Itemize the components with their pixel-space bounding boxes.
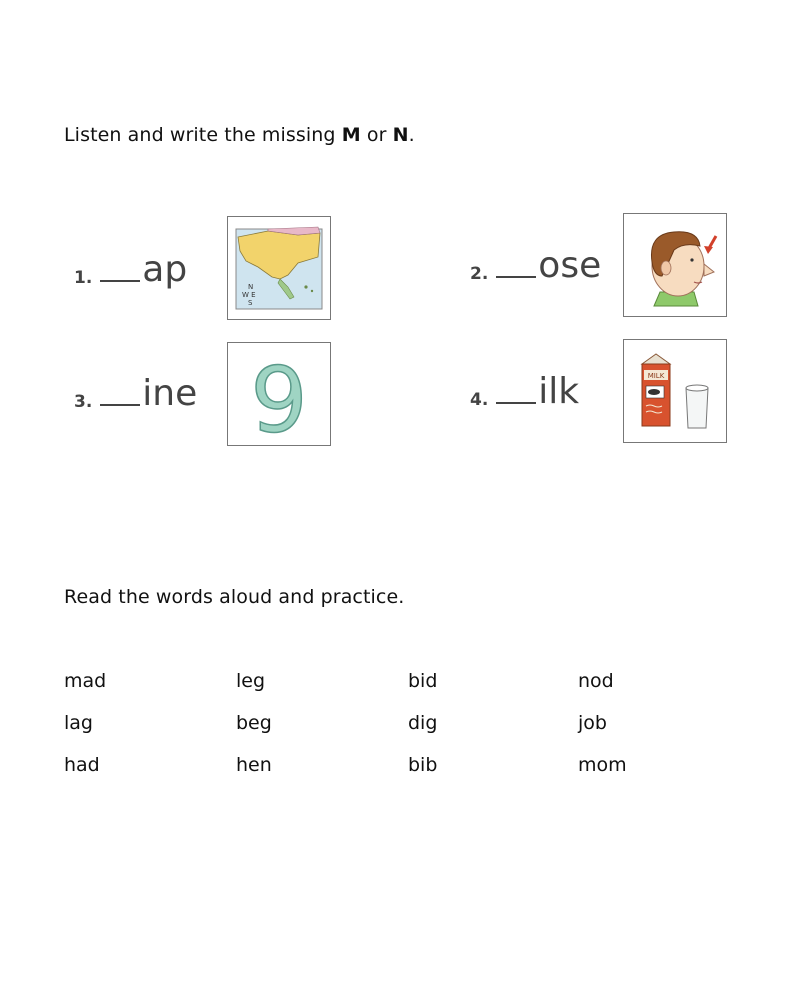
answer-blank[interactable] — [496, 276, 536, 278]
word-fragment: ose — [538, 245, 602, 286]
word-item: had — [64, 754, 100, 776]
milk-label: MILK — [647, 372, 665, 380]
word-item: nod — [578, 670, 614, 692]
answer-blank[interactable] — [100, 404, 140, 406]
map-compass-s: S — [248, 299, 253, 307]
word-item: beg — [236, 712, 272, 734]
word-item: bid — [408, 670, 438, 692]
item-number: 3. — [74, 392, 93, 412]
item-number: 1. — [74, 268, 93, 288]
letter-n: N — [392, 124, 409, 146]
answer-blank[interactable] — [100, 280, 140, 282]
word-fragment: ine — [142, 373, 198, 414]
period: . — [408, 124, 415, 146]
exercise-item-1 — [74, 249, 188, 290]
word-fragment: ap — [142, 249, 188, 290]
map-compass-we: W E — [242, 291, 256, 299]
item-number: 4. — [470, 390, 489, 410]
word-item: job — [578, 712, 607, 734]
instruction-read: Read the words aloud and practice. — [64, 586, 405, 608]
word-item: mom — [578, 754, 627, 776]
word-item: leg — [236, 670, 266, 692]
or-text: or — [360, 124, 393, 146]
nine-icon — [227, 342, 331, 446]
exercise-item-2 — [470, 245, 602, 286]
nose-icon — [623, 213, 727, 317]
exercise-item-3 — [74, 373, 198, 414]
word-item: lag — [64, 712, 93, 734]
word-item: hen — [236, 754, 272, 776]
word-item: dig — [408, 712, 438, 734]
answer-blank[interactable] — [496, 402, 536, 404]
item-number: 2. — [470, 264, 489, 284]
word-item: bib — [408, 754, 438, 776]
milk-icon — [623, 339, 727, 443]
word-fragment: ilk — [538, 371, 580, 412]
nine-digit: 9 — [250, 348, 308, 445]
instruction-text: Listen and write the missing — [64, 124, 342, 146]
map-icon — [227, 216, 331, 320]
exercise-item-4 — [470, 371, 580, 412]
map-compass-n: N — [248, 283, 254, 291]
word-item: mad — [64, 670, 107, 692]
letter-m: M — [341, 124, 361, 146]
instruction-listen — [64, 124, 415, 146]
